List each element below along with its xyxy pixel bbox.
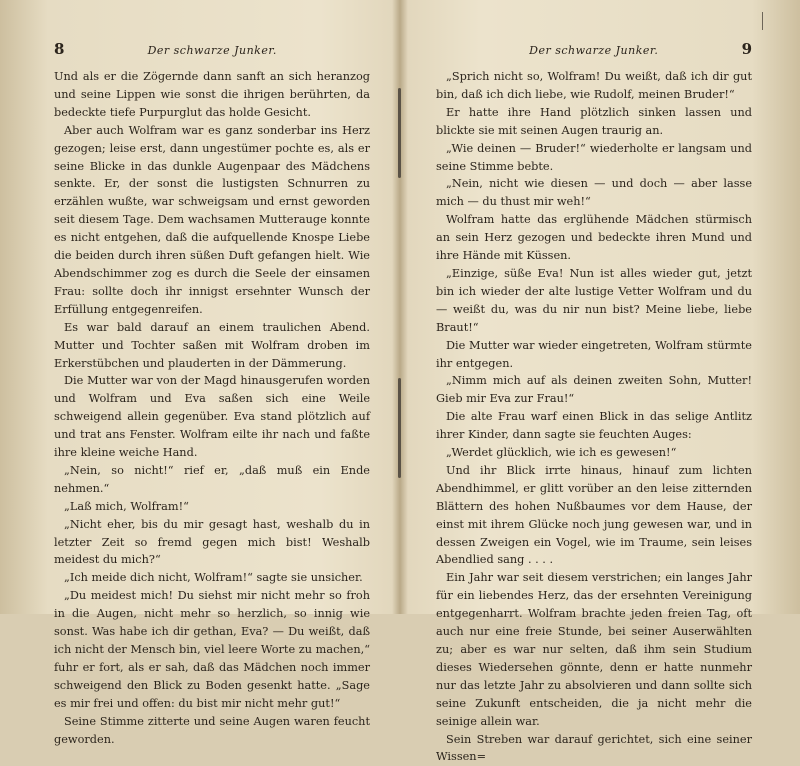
paragraph: „Ich meide dich nicht, Wolfram!“ sagte sie unsicher.: [64, 571, 363, 585]
right-page: [400, 0, 800, 764]
paragraph: „Werdet glücklich, wie ich es gewesen!“: [446, 446, 677, 460]
paragraph: „Sprich nicht so, Wolfram! Du weißt, daß ich dir gut bin, daß ich dich liebe, wie Rudolf, meinen Bruder!“: [436, 70, 752, 101]
paragraph: „Wie deinen — Bruder!“ wiederholte er langsam und seine Stimme bebte.: [436, 141, 752, 173]
paragraph: Die Mutter war von der Magd hinausgerufen worden und Wolfram und Eva saßen sich eine Weile schweigend allein gegenüber. Eva stand plötzlich auf und trat ans Fenster. Wolfram eilte ihr nach und faßte ihre kleine weiche Hand.: [54, 374, 370, 460]
left-running-head: Der schwarze Junker.: [147, 44, 277, 57]
paragraph: Und als er die Zögernde dann sanft an sich heranzog und seine Lippen wie sonst die ihrigen berührten, da bedeckte tiefe Purpurglut das holde Gesicht.: [54, 70, 370, 119]
paragraph: „Nein, nicht wie diesen — und doch — aber lasse mich — du thust mir weh!“: [436, 177, 752, 209]
paragraph: Ein Jahr war seit diesem verstrichen; ein langes Jahr für ein liebendes Herz, das der ersehnten Vereinigung entgegenharrt. Wolfram brachte jeden freien Tag, oft auch nur eine freie Stunde, bei seiner Auserwählten zu; aber es war nur selten, daß ihm sein Studium dieses Wiedersehen gönnte, denn er hatte nunmehr nur das letzte Jahr zu absolvieren und dann sollte sich seine Zukunft entscheiden, die ja nicht mehr die seinige allein war.: [436, 571, 752, 728]
left-page: [0, 0, 400, 746]
paragraph: Und ihr Blick irrte hinaus, hinauf zum lichten Abendhimmel, er glitt vorüber an den leise zitternden Blättern des hohen Nußbaumes vor dem Hause, der einst mit ihrem Glücke noch jung gewesen war, und in dessen Zweigen ein Vogel, wie im Traume, sein leises Abendlied sang . . . .: [436, 463, 752, 567]
paragraph: „Laß mich, Wolfram!“: [64, 499, 189, 513]
paragraph: „Nicht eher, bis du mir gesagt hast, weshalb du in letzter Zeit so fremd gegen mich bist! Weshalb meidest du mich?“: [54, 517, 370, 567]
paragraph: Seine Stimme zitterte und seine Augen waren feucht geworden.: [54, 714, 370, 746]
paragraph: „Du meidest mich! Du siehst mir nicht mehr so froh in die Augen, nicht mehr so herzlich, so innig wie sonst. Was habe ich dir gethan, Eva? — Du weißt, daß ich nicht der Mensch bin, viel leere Worte zu machen,“ fuhr er fort, als er sah, daß das Mädchen noch immer schweigend den Blick zu Boden gesenkt hatte. „Sage es mir frei und offen: du bist mir nicht mehr gut!“: [54, 589, 370, 710]
paragraph: Die alte Frau warf einen Blick in das selige Antlitz ihrer Kinder, dann sagte sie feuchten Auges:: [436, 410, 752, 442]
right-running-head: Der schwarze Junker.: [529, 44, 659, 57]
binding-staple-bottom: [398, 378, 401, 478]
right-page-header: [436, 40, 752, 62]
paragraph: Es war bald darauf an einem traulichen Abend. Mutter und Tochter saßen mit Wolfram droben im Erkerstübchen und plauderten in der Dämmerung.: [54, 320, 370, 370]
paragraph: Er hatte ihre Hand plötzlich sinken lassen und blickte sie mit seinen Augen traurig an.: [436, 105, 752, 137]
page-mark: [762, 12, 763, 30]
paragraph: Aber auch Wolfram war es ganz sonderbar ins Herz gezogen; leise erst, dann ungestümer pochte es, als er seine Blicke in das dunkle Augenpaar des Mädchens senkte. Er, der sonst die lustigsten Schnurren zu erzählen wußte, war schweigsam und ernst geworden seit diesem Tage. Dem wachsamen Mutterauge konnte es nicht entgehen, daß die aufquellende Knospe Liebe die beiden durch ihren süßen Duft gefangen hielt. Wie Abendschimmer zog es durch die Seele der einsamen Frau: sollte doch ihr innigst ersehnter Wunsch der Erfüllung entgegenreifen.: [54, 123, 370, 316]
paragraph: „Einzige, süße Eva! Nun ist alles wieder gut, jetzt bin ich wieder der alte lustige Vetter Wolfram und du — weißt du, was du nir nun bist? Meine liebe, liebe Braut!“: [436, 266, 752, 334]
paragraph: „Nimm mich auf als deinen zweiten Sohn, Mutter! Gieb mir Eva zur Frau!“: [436, 374, 752, 406]
paragraph: Sein Streben war darauf gerichtet, sich eine seiner Wissen=: [436, 732, 752, 764]
paragraph: Die Mutter war wieder eingetreten, Wolfram stürmte ihr entgegen.: [436, 338, 752, 370]
paragraph: „Nein, so nicht!“ rief er, „daß muß ein Ende nehmen.“: [54, 463, 370, 495]
left-page-header: [54, 40, 370, 62]
binding-staple-top: [398, 88, 401, 178]
right-page-number: 9: [741, 40, 752, 58]
left-page-text: [54, 68, 370, 748]
paragraph: Wolfram hatte das erglühende Mädchen stürmisch an sein Herz gezogen und bedeckte ihren Mund und ihre Hände mit Küssen.: [436, 213, 752, 263]
left-page-number: 8: [54, 40, 65, 58]
right-page-text: [436, 68, 752, 766]
